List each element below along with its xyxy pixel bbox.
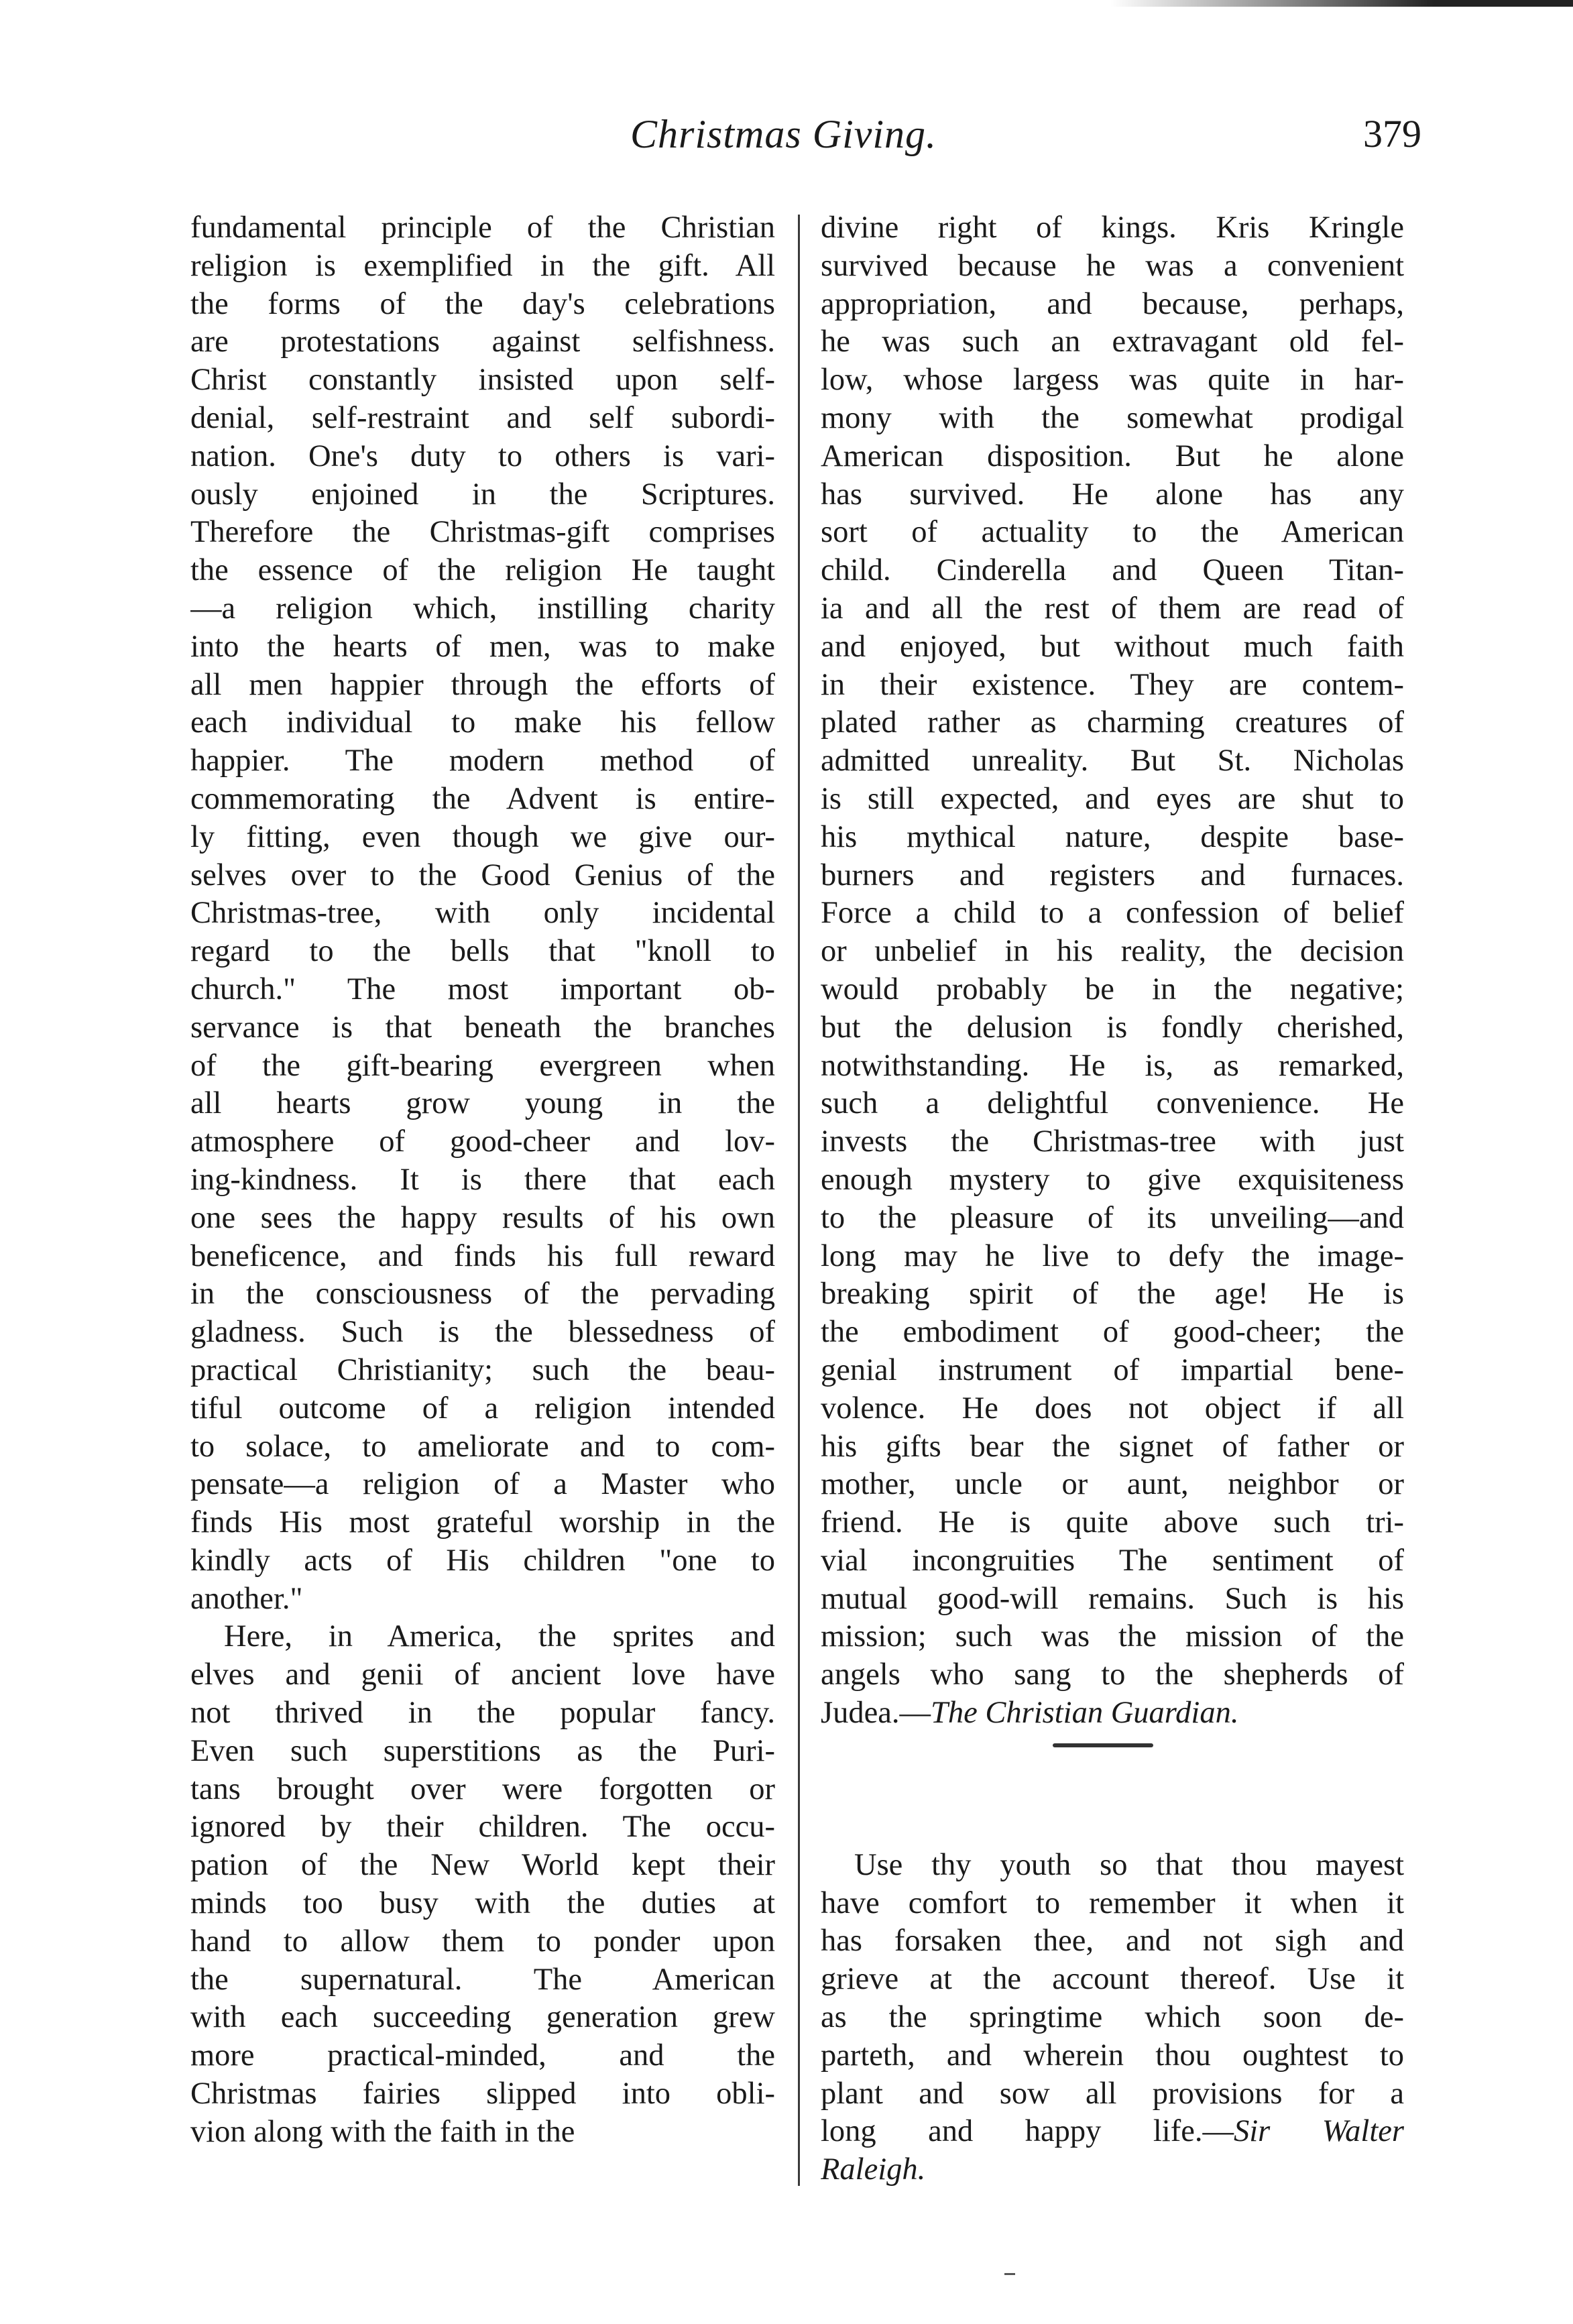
text-line: breaking spirit of the age! He is [821, 1277, 1404, 1312]
text-line: elves and genii of ancient love have [190, 1658, 775, 1692]
closing-line-text: Judea.— [821, 1696, 931, 1731]
text-line: genial instrument of impartial bene- [821, 1352, 1404, 1387]
text-line: the forms of the day's celebrations [190, 286, 775, 321]
text-line: appropriation, and because, perhaps, [821, 286, 1404, 321]
left-column [190, 209, 775, 2152]
text-line: he was such an extravagant old fel- [821, 325, 1404, 359]
page-header [188, 111, 1421, 172]
text-line: another." [190, 1581, 303, 1616]
column-divider [798, 215, 800, 2186]
text-line: atmosphere of good-cheer and lov- [190, 1124, 775, 1159]
text-line: Christmas fairies slipped into obli- [190, 2077, 775, 2111]
text-line: practical Christianity; such the beau- [190, 1352, 775, 1387]
text-line: divine right of kings. Kris Kringle [821, 211, 1404, 245]
text-line: not thrived in the popular fancy. [190, 1696, 775, 1731]
text-line: Use thy youth so that thou mayest [854, 1847, 1404, 1882]
text-line: finds His most grateful worship in the [190, 1505, 775, 1540]
article-citation: The Christian Guardian. [931, 1696, 1239, 1731]
text-line: plant and sow all provisions for a [821, 2076, 1404, 2111]
text-line: pensate—a religion of a Master who [190, 1467, 775, 1502]
text-line: in their existence. They are contem- [821, 667, 1404, 702]
text-line: friend. He is quite above such tri- [821, 1505, 1404, 1540]
quote-citation-part: Sir Walter [1233, 2114, 1404, 2149]
running-title: Christmas Giving. [630, 112, 937, 156]
text-line: regard to the bells that "knoll to [190, 934, 775, 969]
text-line: fundamental principle of the Christian [190, 211, 775, 245]
raleigh-quote [821, 1847, 1404, 2151]
text-line: parteth, and wherein thou oughtest to [821, 2038, 1404, 2073]
text-line: his mythical nature, despite base- [821, 819, 1404, 854]
text-line: more practical-minded, and the [190, 2038, 775, 2073]
text-line: long may he live to defy the image- [821, 1238, 1404, 1273]
text-line: mony with the somewhat prodigal [821, 400, 1404, 435]
page-number: 379 [1363, 112, 1421, 156]
section-separator [1053, 1743, 1153, 1747]
text-line: ously enjoined in the Scriptures. [190, 477, 775, 512]
text-line: plated rather as charming creatures of [821, 705, 1404, 740]
text-line: survived because he was a convenient [821, 248, 1404, 283]
text-line: Even such superstitions as the Puri- [190, 1733, 775, 1768]
text-line: the supernatural. The American [190, 1962, 775, 1997]
text-line: volence. He does not object if all [821, 1391, 1404, 1426]
text-line: burners and registers and furnaces. [821, 858, 1404, 892]
quote-last-line [821, 2113, 1404, 2151]
text-line: the embodiment of good-cheer; the [821, 1315, 1404, 1350]
text-line: pation of the New World kept their [190, 1848, 775, 1883]
text-line: —a religion which, instilling charity [190, 591, 775, 626]
text-line: selves over to the Good Genius of the [190, 858, 775, 892]
text-line: or unbelief in his reality, the decision [821, 934, 1404, 969]
text-line: and enjoyed, but without much faith [821, 629, 1404, 664]
text-line: Force a child to a confession of belief [821, 896, 1404, 931]
text-line: with each succeeding generation grew [190, 2000, 775, 2035]
text-line: happier. The modern method of [190, 744, 775, 778]
text-line: each individual to make his fellow [190, 705, 775, 740]
text-line: vion along with the faith in the [190, 2114, 575, 2149]
text-line: ia and all the rest of them are read of [821, 591, 1404, 626]
text-line: would probably be in the negative; [821, 972, 1404, 1006]
text-line: his gifts bear the signet of father or [821, 1429, 1404, 1464]
footer-mark [1004, 2273, 1015, 2275]
text-line: vial incongruities The sentiment of [821, 1543, 1404, 1578]
text-line: tans brought over were forgotten or [190, 1771, 775, 1806]
text-line: low, whose largess was quite in har- [821, 363, 1404, 398]
text-line: gladness. Such is the blessedness of [190, 1315, 775, 1350]
text-line: has forsaken thee, and not sigh and [821, 1924, 1404, 1959]
top-edge-rule [1110, 0, 1573, 7]
quote-citation: Raleigh. [821, 2152, 926, 2187]
text-line: minds too busy with the duties at [190, 1886, 775, 1921]
right-column-main-text [821, 209, 1404, 1694]
text-line: but the delusion is fondly cherished, [821, 1010, 1404, 1045]
text-line: of the gift-bearing evergreen when [190, 1048, 775, 1083]
text-line: Therefore the Christmas-gift comprises [190, 515, 775, 550]
text-line: beneficence, and finds his full reward [190, 1238, 775, 1273]
text-line: hand to allow them to ponder upon [190, 1924, 775, 1959]
text-line: invests the Christmas-tree with just [821, 1124, 1404, 1159]
text-line: such a delightful convenience. He [821, 1086, 1404, 1121]
text-line: mutual good-will remains. Such is his [821, 1581, 1404, 1616]
text-line: ing-kindness. It is there that each [190, 1162, 775, 1197]
text-line: in the consciousness of the pervading [190, 1277, 775, 1312]
text-line: the essence of the religion He taught [190, 553, 775, 588]
text-line: enough mystery to give exquisiteness [821, 1162, 1404, 1197]
separator-gap [821, 1733, 1404, 1847]
text-line: mission; such was the mission of the [821, 1619, 1404, 1654]
quote-citation-line [821, 2151, 1404, 2189]
text-line: has survived. He alone has any [821, 477, 1404, 512]
text-line: church." The most important ob- [190, 972, 775, 1006]
text-line: child. Cinderella and Queen Titan- [821, 553, 1404, 588]
text-line: grieve at the account thereof. Use it [821, 1962, 1404, 1997]
text-line: sort of actuality to the American [821, 515, 1404, 550]
text-line: all hearts grow young in the [190, 1086, 775, 1121]
text-line: notwithstanding. He is, as remarked, [821, 1048, 1404, 1083]
text-line: kindly acts of His children "one to [190, 1543, 775, 1578]
text-line: into the hearts of men, was to make [190, 629, 775, 664]
text-line: admitted unreality. But St. Nicholas [821, 744, 1404, 778]
text-line: Christ constantly insisted upon self- [190, 363, 775, 398]
text-line: commemorating the Advent is entire- [190, 781, 775, 816]
text-line: Here, in America, the sprites and [224, 1619, 775, 1654]
text-line: ignored by their children. The occu- [190, 1810, 775, 1845]
text-line: one sees the happy results of his own [190, 1200, 775, 1235]
text-line: to the pleasure of its unveiling—and [821, 1200, 1404, 1235]
text-line: as the springtime which soon de- [821, 2000, 1404, 2035]
article-closing-line [821, 1694, 1404, 1733]
text-line: servance is that beneath the branches [190, 1010, 775, 1045]
text-line: religion is exemplified in the gift. All [190, 248, 775, 283]
text-line: is still expected, and eyes are shut to [821, 781, 1404, 816]
text-line: long and happy life.— [821, 2114, 1234, 2149]
text-line: have comfort to remember it when it [821, 1885, 1404, 1920]
text-line: tiful outcome of a religion intended [190, 1391, 775, 1426]
text-line: angels who sang to the shepherds of [821, 1658, 1404, 1692]
text-line: denial, self-restraint and self subordi- [190, 400, 775, 435]
text-line: mother, uncle or aunt, neighbor or [821, 1467, 1404, 1502]
text-line: are protestations against selfishness. [190, 325, 775, 359]
text-line: all men happier through the efforts of [190, 667, 775, 702]
text-line: nation. One's duty to others is vari- [190, 439, 775, 473]
text-line: to solace, to ameliorate and to com- [190, 1429, 775, 1464]
text-line: American disposition. But he alone [821, 439, 1404, 473]
text-line: Christmas-tree, with only incidental [190, 896, 775, 931]
text-line: ly fitting, even though we give our- [190, 819, 775, 854]
right-column [821, 209, 1404, 2189]
